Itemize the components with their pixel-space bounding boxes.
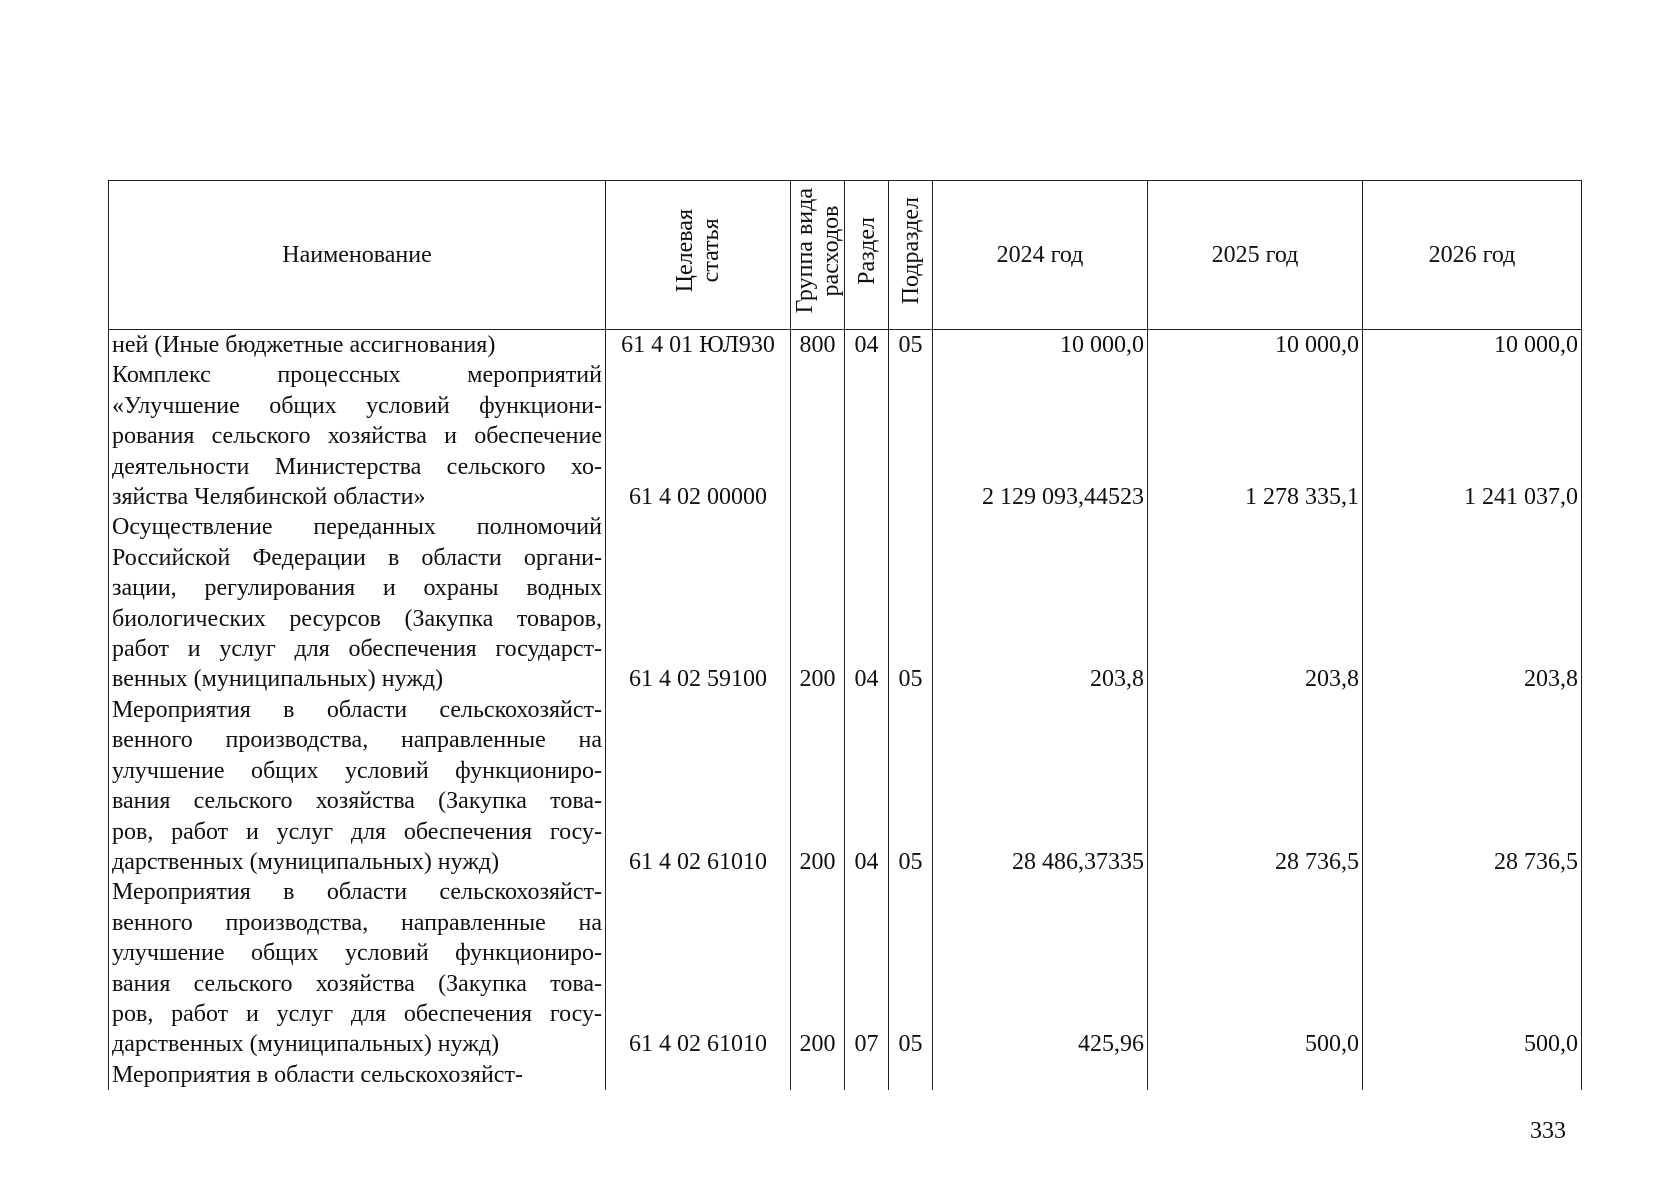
row-name-line: зяйства Челябинской области» [112,484,426,511]
row-section: 04 [845,330,889,361]
row-target-article: 61 4 02 59100 [606,512,791,694]
row-value-2025 [1148,1060,1363,1090]
row-name-line: венного производства, направленные на [112,909,602,936]
row-name-line: работ и услуг для обеспечения государст- [112,636,602,663]
row-section: 04 [845,695,889,877]
row-expense-group: 200 [791,695,845,877]
row-name-line: венных (муниципальных) нужд) [112,666,444,693]
row-name-line: рования сельского хозяйства и обеспечение [112,423,602,450]
header-year-2024: 2024 год [933,181,1148,330]
table-header-row [109,181,1582,330]
row-expense-group: 200 [791,512,845,694]
row-value-2024 [933,1060,1148,1090]
row-target-article: 61 4 02 61010 [606,695,791,877]
row-section [845,1060,889,1090]
row-subsection: 05 [889,512,933,694]
row-name-line: деятельности Министерства сельского хо- [112,453,602,480]
table-row [109,1060,1582,1090]
row-name-line: биологических ресурсов (Закупка товаров, [112,605,602,632]
row-name-cell [109,877,606,1059]
row-target-article: 61 4 02 00000 [606,360,791,512]
header-name: Наименование [109,181,606,330]
row-name-line: Комплекс процессных мероприятий [112,362,602,389]
row-name-cell [109,330,606,361]
row-name-line: ров, работ и услуг для обеспечения госу- [112,1000,602,1027]
row-name-cell [109,695,606,877]
table-body [109,330,1582,1091]
row-value-2026: 500,0 [1363,877,1582,1059]
header-subsection: Подраздел [889,181,933,330]
row-target-article: 61 4 02 61010 [606,877,791,1059]
page-number: 333 [1530,1118,1566,1144]
row-subsection [889,360,933,512]
row-name-line: Мероприятия в области сельскохозяйст- [112,879,602,906]
table-row [109,360,1582,512]
row-value-2026: 28 736,5 [1363,695,1582,877]
row-name-line: дарственных (муниципальных) нужд) [112,1031,500,1058]
row-value-2024: 28 486,37335 [933,695,1148,877]
budget-table [108,180,1582,1090]
header-section: Раздел [845,181,889,330]
row-value-2025: 500,0 [1148,877,1363,1059]
row-expense-group: 200 [791,877,845,1059]
row-name-line: ней (Иные бюджетные ассигнования) [112,332,496,358]
row-name-line: вания сельского хозяйства (Закупка това- [112,970,602,997]
row-subsection [889,1060,933,1090]
row-name-cell [109,512,606,694]
row-value-2024: 425,96 [933,877,1148,1059]
header-year-2025: 2025 год [1148,181,1363,330]
table-row [109,512,1582,694]
row-expense-group: 800 [791,330,845,361]
row-name-line: венного производства, направленные на [112,727,602,754]
row-name-line: Мероприятия в области сельскохозяйст- [112,696,602,723]
row-subsection: 05 [889,877,933,1059]
header-target-article: Целевая статья [606,181,791,330]
row-name-cell [109,360,606,512]
row-name-line: улучшение общих условий функциониро- [112,757,602,784]
row-name-line: улучшение общих условий функциониро- [112,940,602,967]
header-expense-group: Группа вида расходов [791,181,845,330]
row-expense-group [791,1060,845,1090]
row-subsection: 05 [889,695,933,877]
table-row [109,330,1582,361]
row-name-line: зации, регулирования и охраны водных [112,575,602,602]
row-value-2024: 10 000,0 [933,330,1148,361]
row-name-cell [109,1060,606,1090]
table-row [109,695,1582,877]
row-value-2024: 2 129 093,44523 [933,360,1148,512]
table-row [109,877,1582,1059]
row-target-article: 61 4 01 ЮЛ930 [606,330,791,361]
row-value-2025: 203,8 [1148,512,1363,694]
row-section [845,360,889,512]
header-year-2026: 2026 год [1363,181,1582,330]
row-name-line: Мероприятия в области сельскохозяйст- [112,1061,523,1088]
row-target-article [606,1060,791,1090]
row-value-2025: 10 000,0 [1148,330,1363,361]
row-name-line: Осуществление переданных полномочий [112,514,602,541]
row-name-line: Российской Федерации в области органи- [112,544,602,571]
row-name-line: «Улучшение общих условий функциони- [112,392,602,419]
row-value-2025: 28 736,5 [1148,695,1363,877]
row-value-2026: 10 000,0 [1363,330,1582,361]
row-value-2024: 203,8 [933,512,1148,694]
row-section: 04 [845,512,889,694]
row-value-2026 [1363,1060,1582,1090]
row-expense-group [791,360,845,512]
row-value-2026: 1 241 037,0 [1363,360,1582,512]
row-name-line: дарственных (муниципальных) нужд) [112,848,500,875]
row-value-2026: 203,8 [1363,512,1582,694]
row-value-2025: 1 278 335,1 [1148,360,1363,512]
row-section: 07 [845,877,889,1059]
row-subsection: 05 [889,330,933,361]
row-name-line: вания сельского хозяйства (Закупка това- [112,788,602,815]
row-name-line: ров, работ и услуг для обеспечения госу- [112,818,602,845]
